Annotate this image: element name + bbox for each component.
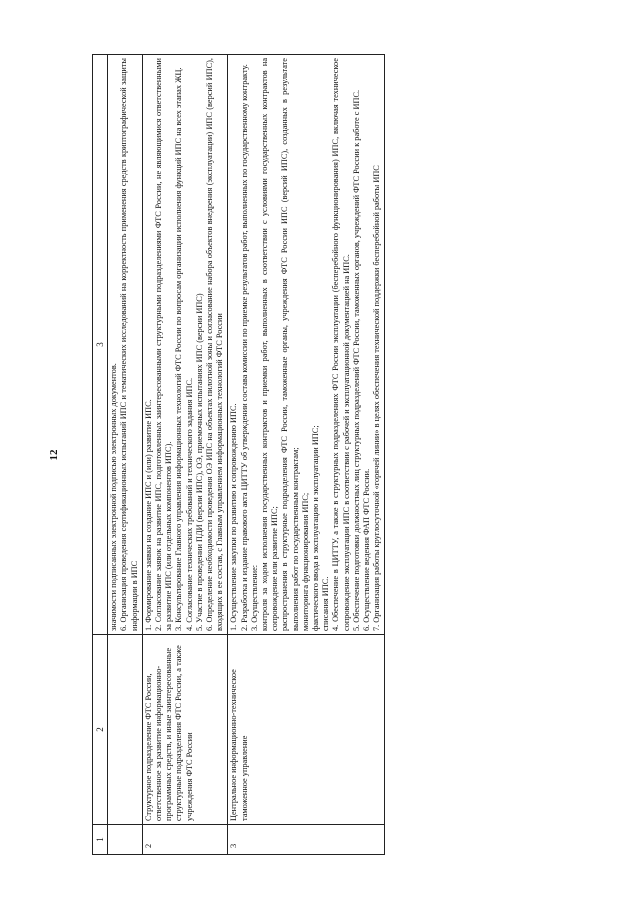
table-header-row xyxy=(93,55,108,855)
function-line: 2. Согласование заявок на развитие ИПС, подготовленных заинтересованными структурными подразделениями ФТС России, не являющимися ответственными за развитие ИПС (или отдельных компонентов ИПС). xyxy=(154,58,174,631)
function-line: мониторинга функционирования ИПС; xyxy=(300,492,310,631)
table-row xyxy=(142,55,228,855)
responsibility-table xyxy=(92,54,385,855)
header-col-2: 2 xyxy=(93,635,108,825)
continuation-line: 6. Организация проведения сертификационных испытаний ИПС и тематических исследований на корректность применения средств криптографической защиты информации в ИПС xyxy=(119,58,139,631)
function-line: 4. Обеспечение в ЦИТТУ, а также в структурных подразделениях ФТС России эксплуатации (бесперебойного функционирования) ИПС, включая техническое сопровождение эксплуатации ИПС в соответствии с рабочей и эксплуатационной документацией на ИПС. xyxy=(331,58,351,631)
row-name: Центральное информационно-техническое таможенное управление xyxy=(228,635,385,825)
header-col-1: 1 xyxy=(93,825,108,855)
header-col-3: 3 xyxy=(93,55,108,635)
function-line: 3. Консультирование Главного управления информационных технологий ФТС России по вопросам организации исполнения функций ИПС на всех этапах ЖЦ. xyxy=(174,67,184,631)
row-functions xyxy=(142,55,228,635)
function-line: 7. Организация работы круглосуточной «горячей линии» в целях обеспечения технической поддержки бесперебойной работы ИПС xyxy=(372,165,382,631)
function-line: списания ИПС. xyxy=(321,576,331,631)
table-row xyxy=(228,55,385,855)
row-number: 3 xyxy=(228,825,385,855)
function-line: 2. Разработка и издание правового акта ЦИТТУ об утверждении состава комиссии по приемке результатов работ, выполненных по государственному контракту. xyxy=(239,64,249,631)
function-line: 4. Согласование технических требований и технического задания ИПС. xyxy=(184,377,194,631)
function-line: 6. Определение необходимости проведения ОЭ ИПС на объектах пилотной зоны и согласование набора объектов внедрения (эксплуатации) ИПС (версий ИПС), входящих в ее состав, с Главным управлением информационных технологий ФТС России xyxy=(205,58,225,631)
function-line: 6. Осуществление ведения ФАП ФТС России. xyxy=(362,468,372,631)
rotated-content xyxy=(48,55,532,855)
table-row-continuation xyxy=(108,55,143,855)
row-number: 2 xyxy=(142,825,228,855)
function-line: 5. Участие в проведении ПДИ (версии ИПС), ОЭ, приемочных испытаниях ИПС (версии ИПС) xyxy=(194,293,204,631)
function-line: контроля за ходом исполнения государственных контрактов и приемки работ, выполненных в соответствии с условиями государственных контрактов на сопровождение или развитие ИПС; xyxy=(260,58,280,631)
function-line: 5. Обеспечение подготовки должностных лиц структурных подразделений ФТС России, таможенных органов, учреждений ФТС России к работе с ИПС. xyxy=(351,89,361,631)
function-line: 1. Формирование заявки на создание ИПС и (или) развитие ИПС. xyxy=(143,399,153,631)
page-number: 12 xyxy=(48,449,60,461)
function-line: 1. Осуществление закупки по развитию и сопровождению ИПС. xyxy=(229,403,239,631)
continuation-line: значимости подписанных электронной подписью электронных документов. xyxy=(109,363,119,631)
function-line: распространения в структурные подразделения ФТС России, таможенные органы, учреждения ФТС России ИПС (версий ИПС), созданных в результате выполнения работ по государственным контрактам; xyxy=(280,58,300,631)
function-line: 3. Осуществление: xyxy=(249,564,259,631)
continuation-cell xyxy=(108,55,143,635)
row-functions xyxy=(228,55,385,635)
function-line: фактического ввода в эксплуатацию и эксплуатации ИПС; xyxy=(311,425,321,631)
row-name: Структурное подразделение ФТС России, ответственное за развитие информационно-программных средств, и иные заинтересованные структурные подразделения ФТС России, а также учреждения ФТС России xyxy=(142,635,228,825)
